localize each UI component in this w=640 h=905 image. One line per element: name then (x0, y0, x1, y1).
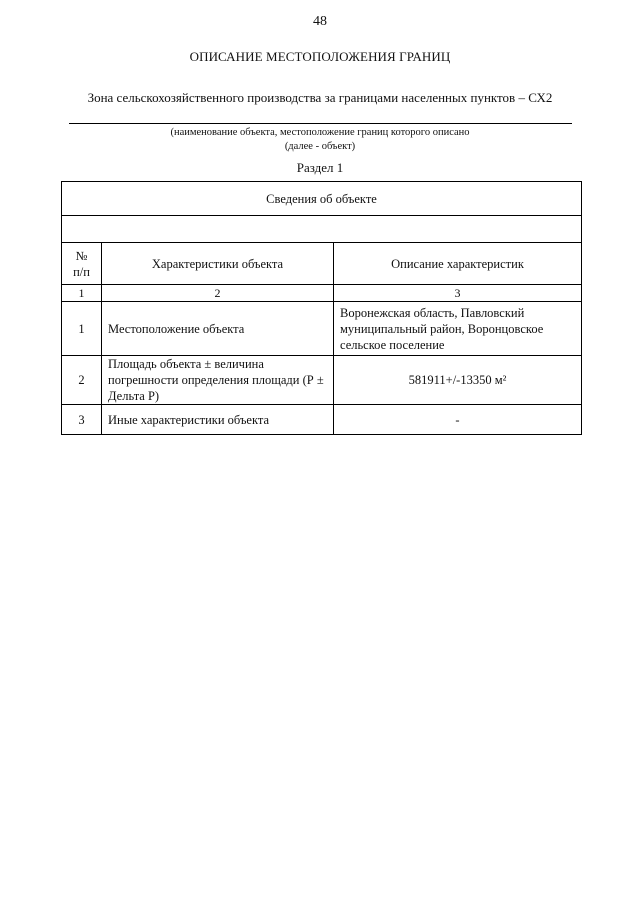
column-header-row (62, 243, 582, 285)
column-number-3: 3 (334, 285, 582, 302)
empty-cell (62, 216, 582, 243)
caption-line-1: (наименование объекта, местоположение границ которого описано (170, 127, 470, 138)
object-name-underline (69, 123, 572, 124)
column-header-num-line2: п/п (73, 264, 90, 279)
column-header-num (62, 243, 102, 285)
row-characteristic: Иные характеристики объекта (102, 405, 334, 435)
section-label: Раздел 1 (296, 160, 344, 175)
document-title: ОПИСАНИЕ МЕСТОПОЛОЖЕНИЯ ГРАНИЦ (189, 49, 451, 64)
page-number: 48 (313, 14, 327, 29)
table-row (62, 302, 582, 356)
caption-line-2: (далее - объект) (284, 141, 356, 152)
table-row (62, 356, 582, 405)
row-description: Воронежская область, Павловский муниципальный район, Воронцовское сельское поселение (334, 302, 582, 356)
table-title: Сведения об объекте (62, 182, 582, 216)
row-num: 1 (62, 302, 102, 356)
column-header-characteristics: Характеристики объекта (102, 243, 334, 285)
column-header-num-line1: № (75, 248, 88, 263)
column-header-description: Описание характеристик (334, 243, 582, 285)
row-description: - (334, 405, 582, 435)
object-name: Зона сельскохозяйственного производства за границами населенных пунктов – СХ2 (87, 90, 553, 105)
table-empty-row (62, 216, 582, 243)
column-number-row (62, 285, 582, 302)
row-num: 3 (62, 405, 102, 435)
column-number-2: 2 (102, 285, 334, 302)
row-num: 2 (62, 356, 102, 405)
table-title-row (62, 182, 582, 216)
row-description: 581911+/-13350 м² (334, 356, 582, 405)
row-characteristic: Местоположение объекта (102, 302, 334, 356)
row-characteristic: Площадь объекта ± величина погрешности определения площади (Р ± Дельта Р) (102, 356, 334, 405)
object-info-table (61, 181, 582, 435)
column-number-1: 1 (62, 285, 102, 302)
table-row (62, 405, 582, 435)
